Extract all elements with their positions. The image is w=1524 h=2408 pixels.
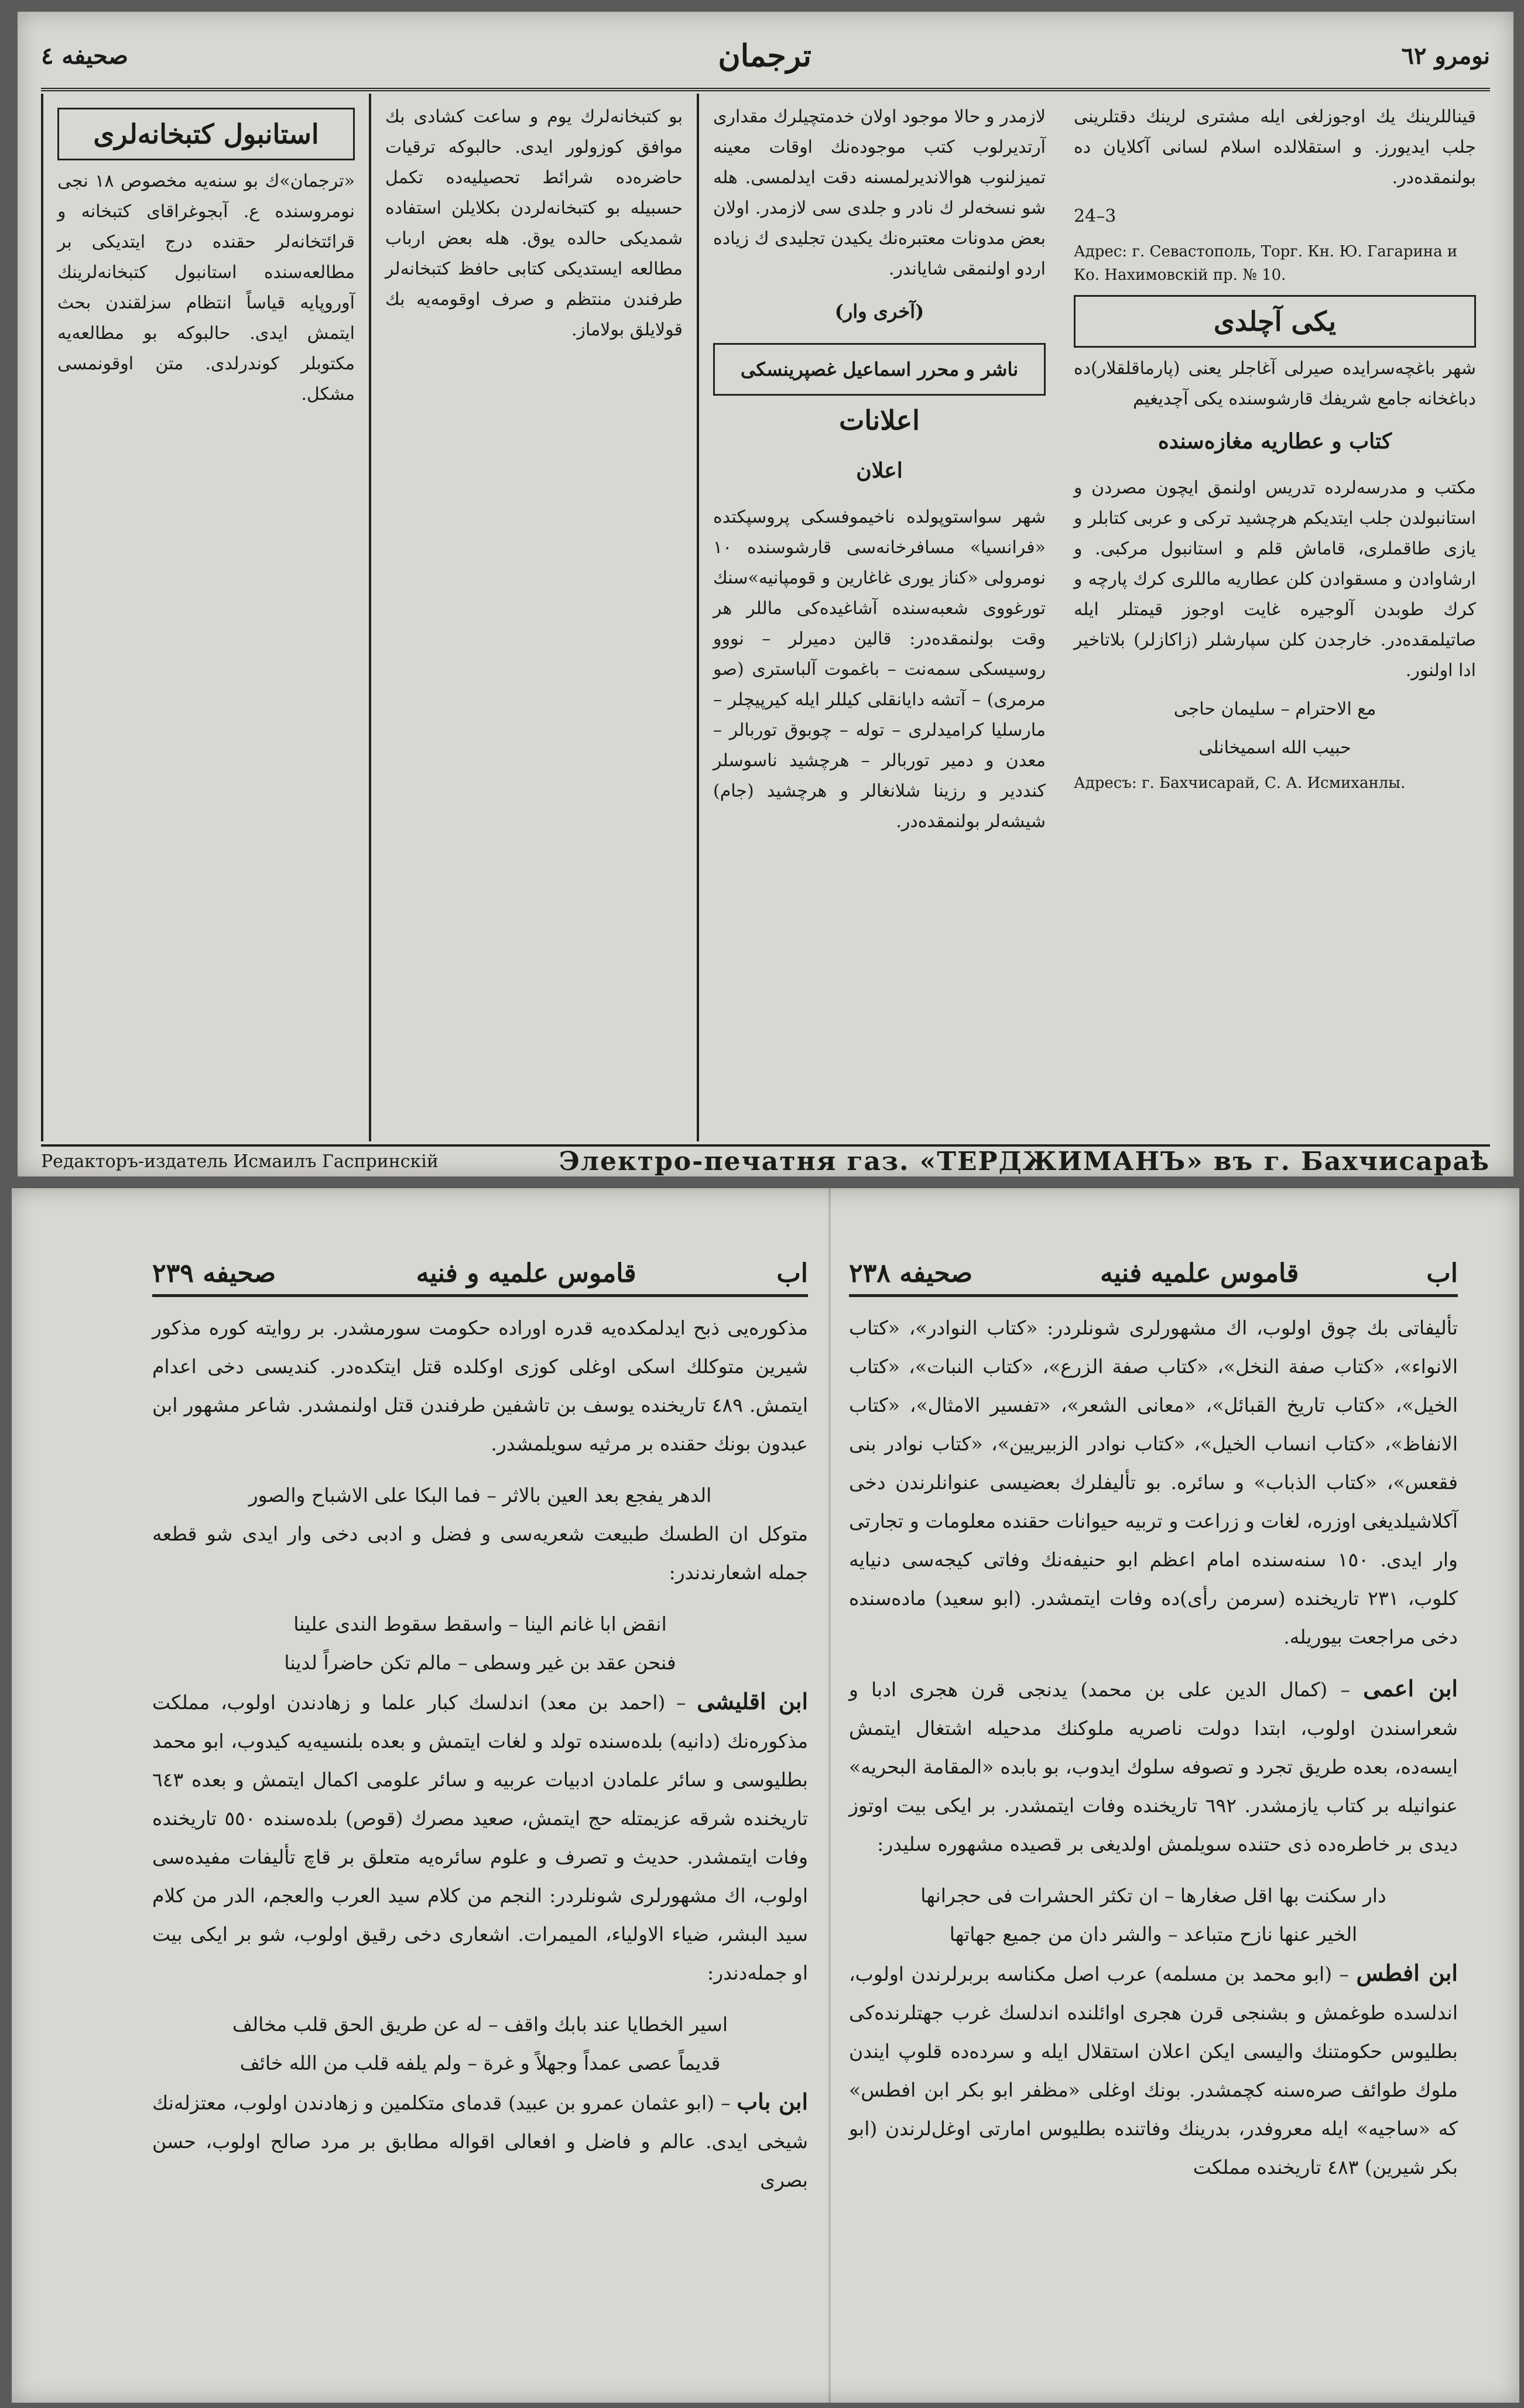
entry-heading: ابن اقلیشی — [697, 1688, 808, 1714]
ad-body: شهر سواستوپولده ناخیموفسکی پروسپکتده «فرانسیا» مسافرخانه‌سی قارشوسنده ١٠ نومرولی «کناز یوری غاغارین و قومپانیه»سنك تورغووی شعبه‌سنده آشاغیده‌کی ماللر هر وقت بولنمقده‌در: قالین دمیرلر – نووو روسیسکی سمه‌نت – باغموت آلباستری (صو مرمری) – آتشه دایانقلی کیللر ایله کیرپیچلر – مارسلیا کرامیدلری – توله – چوبوق توربالر – معدن و دمیر توربالر – هرچشید ناسوسلر کنددیر و رزینا شلانغالر و هرچشید (جام) شیشه‌لر بولنمقده‌در. — [713, 507, 1046, 832]
entry-heading: ابن افطس — [1356, 1960, 1458, 1986]
newspaper-header — [41, 23, 1490, 91]
article-body-end: لازمدر و حالا موجود اولان خدمتچیلرك مقداری آرتدیرلوب کتب موجوده‌نك اوقات معینه تمیزلنوب هوالاندیرلمسنه دقت ایدلمسی. هله شو نسخه‌لر ك نادر و جلدی سی لازمدر. اولان بعض مدونات معتبره‌نك یکیدن تجلیدی ك زیاده اردو اولنمقی شایاندر. — [713, 107, 1046, 279]
shop-title: کتاب و عطاریه مغازه‌سنده — [1157, 429, 1392, 454]
newspaper-columns — [41, 94, 1490, 1141]
entry-heading: ابن باب — [737, 2088, 808, 2115]
verse: الخیر عنها نازح متباعد – والشر دان من جمیع جهاتها — [949, 1923, 1358, 1946]
column-shop-ads — [1060, 94, 1490, 1141]
encyclopedia-spread — [12, 1188, 1519, 2403]
page-body-238: تألیفاتی بك چوق اولوب، اك مشهورلری شونلردر: «کتاب النوادر»، «کتاب الانواء»، «کتاب صفة النخل»، «کتاب صفة الزرع»، «کتاب النبات»، «کتاب الخیل»، «کتاب تاریخ القبائل»، «معانی الشعر»، «تفسیر الامثال»، «کتاب الانفاظ»، «کتاب انساب الخیل»، «کتاب نوادر الزبیریین»، «کتاب نوادر بنی فقعس»، «کتاب الذباب» و سائره. بو تألیفلرك بعضیسی عنوانلرندن دخی آکلاشیلدیغی اوزره، لغات و زراعت و تربیه حیوانات حقنده معلومات و تجارتی وار ایدی. ١٥٠ سنه‌سنده امام اعظم ابو حنیفه‌نك وفاتی کیجه‌سی دنیایه کلوب، ٢٣١ تاریخنده (سرمن رأی)ده وفات ایتمشدر. (ابو سعید) ماده‌سنده دخی مراجعت بیوریله. ابن اعمی – (کمال الدین علی بن محمد) یدنجی قرن هجری ادبا و شعراسندن اولوب، ابتدا دولت ناصریه ملوکنك مدحیله اشتغال ایتمش ایسه‌ده، بعده طریق تجرد و تصوفه سلوك ایدوب، بو بابده «المقامة البحریه» عنوانیله بر کتاب یازمشدر. ٦٩٢ تاریخنده وفات ایتمشدر. بر ایکی بیت اوتوز دیدی بر خاطره‌ده ذی حتنده سویلمش اولدیغی بر قصیده مشهوره سلیدر: دار سکنت بها اقل صغارها – ان تکثر الحشرات فی حجرانها الخیر عنها نازح متباعد – والشر دان من جمیع جهاتها ابن افطس – (ابو محمد بن مسلمه) عرب اصل مکناسه بربرلرندن اولوب، اندلسده طوغمش و بشنجی قرن هجری اوائلنده اندلسك غرب جهتلرنده‌کی بطلیوس حکومتنك والیسی ایکن اعلان استقلال ایله و سرده‌ده قلوپ ایندن ملوك طوائف صره‌سنه کچمشدر. بونك اوغلی «مظفر ابو بکر ابن افطس» که «ساجیه» ایله معروفدر، بدرینك وفاتنده بطلیوس امارتی اوغل‌لرندن (ابو بکر شیرین) ٤٨٣ تاریخنده مملکت — [849, 1309, 1458, 2187]
page-header-letters: اب — [1426, 1258, 1458, 1288]
column-ads — [697, 94, 1060, 1141]
footer-printer: Электро-печатня газ. «ТЕРДЖИМАНЪ» въ г. Бахчисараѣ — [559, 1146, 1490, 1176]
ad-title: اعلان — [856, 458, 903, 483]
article-title-libraries: استانبول کتبخانه‌لری — [57, 108, 355, 160]
new-opening-title: یکی آچلدی — [1074, 295, 1476, 348]
page-header-238 — [849, 1258, 1458, 1297]
ad-address-russian: Адрес: г. Севастополь, Торг. Кн. Ю. Гагарина и Ко. Нахимовскiй пр. № 10. — [1074, 243, 1458, 284]
shop-address-russian: Адресъ: г. Бахчисарай, С. А. Исмиханлы. — [1074, 774, 1406, 792]
verse: فنحن عقد بن غیر وسطی – مالم تکن حاضراً لدینا — [284, 1651, 676, 1674]
column-libraries — [41, 94, 369, 1141]
entry-body: (احمد بن معد) اندلسك كبار علما و زهادندن اولوب، مملکت مذکوره‌نك (دانیه) بلده‌سنده تولد و لغات ایتمش و بعده بلنسیه‌یه کیدوب، ابو محمد بطلیوسی و سائر علمادن ادبیات عربیه و سائر علومی اکمال ایتمش و بعده ٦٤٣ تاریخنده شرقه عزیمتله حج ایتمش، صعید مصرك (قوص) بلده‌سنده ٥٥٠ تاریخنده وفات ایتمشدر. حدیث و تصرف و علوم سائره‌یه متعلق بر قاچ تألیفات مفیده‌سی اولوب، اك مشهورلری شونلردر: النجم من کلام سید العرب والعجم، الدر من کلام سید البشر، ضیاء الاولیاء، المیمرات. اشعاری دخی رقیق اولوب، شو بر ایکی بیت او جمله‌دندر: — [152, 1691, 808, 1984]
verse: قدیماً عصی عمداً وجهلاً و غرة – ولم یلفه قلب من الله خائف — [239, 2052, 721, 2074]
ad-date: 3–24 — [1074, 206, 1117, 227]
verse: اسیر الخطایا عند بابك واقف – له عن طریق الحق قلب مخالف — [232, 2013, 728, 2036]
article-body-libraries-cont: بو کتبخانه‌لرك یوم و ساعت کشادی بك موافق کوزولور ایدی. حالبوکه ترقیات حاضره‌ده شرائط تحصیلیه‌ده تکمل حسبیله بو کتبخانه‌لردن بكلایلن استفاده شمدیکی حالده یوق. هله بعض ارباب مطالعه ایستدیکی کتابی حافظ کتبخانه‌لر طرفندن منتظم و صرف اوقومه‌یه بك قولایلق بولاماز. — [385, 107, 683, 340]
shop-regards: مع الاحترام – سلیمان حاجی — [1173, 699, 1376, 719]
page-header-letters: اب — [776, 1258, 808, 1288]
page-header-239 — [152, 1258, 808, 1297]
header-issue-number: نومرو ٦٢ — [1401, 42, 1490, 70]
newspaper-page — [18, 12, 1513, 1176]
page-header-title: قاموس علمیه و فنیه — [416, 1258, 636, 1288]
footer-editor: Редакторъ-издатель Исмаилъ Гаспринскiй — [41, 1151, 439, 1172]
ads-heading: اعلانات — [839, 404, 920, 436]
to-be-continued: (آخری وار) — [834, 300, 924, 323]
entry-body: (ابو عثمان عمرو بن عبید) قدمای متکلمین و زهادندن اولوب، معتزله‌نك شیخی ایدی. عالم و فاضل و افعالی اقواله مطابق بر مرد صالح اولوب، حسن بصری — [152, 2091, 808, 2191]
article-body-libraries: «ترجمان»ك بو سنه‌یه مخصوص ١٨ نجی نومروسنده ع. آبجوغراقای کتبخانه و قرائتخانه‌لر حقنده درج ایتدیکی بر مطالعه‌سنده استانبول کتبخانه‌لرینك آوروپایه قیاساً انتظام سزلقندن بحث ایتمش ایدی. حالبوکه بو مطالعه‌یه مکتوبلر کوندرلدی. متن اوقونمسی مشکل. — [57, 171, 355, 404]
paragraph: مذکوره‌یی ذبح ایدلمکده‌یه قدره اوراده حکومت سورمشدر. بر روایته کوره مذکور شیرین متوکلك اسکی اوغلی کوزی اوکلده قتل ایتکده‌در. کندیسی دخی اعدام ایتمش. ٤٨٩ تاریخنده یوسف بن تاشفین طرفندن قتل اولنمشدر. شاعر مشهور ابن عبدون بونك حقنده بر مرثیه سویلمشدر. — [152, 1316, 808, 1455]
header-masthead: ترجمان — [718, 37, 811, 74]
newspaper-footer — [41, 1144, 1490, 1176]
shop-body: مکتب و مدرسه‌لرده تدریس اولنمق ایچون مصردن و استانبولدن جلب ایتدیکم هرچشید ترکی و عربی کتابلر و یازی طاقملری، قاماش قلم و استانبول مرکبی. و ارشاوادن و مسقوادن کلن عطاریه ماللری کرك پارچه و کرك طوبدن آلوجیره غایت اوجوز قیمتلر ایله صاتیلمقده‌در. خارجدن کلن سپارشلر (زاکازلر) بلاتاخیر ادا اولنور. — [1074, 478, 1476, 681]
entry-heading: ابن اعمی — [1363, 1675, 1458, 1702]
verse: دار سکنت بها اقل صغارها – ان تکثر الحشرات فی حجرانها — [920, 1884, 1386, 1907]
publisher-line: ناشر و محرر اسماعیل غصپرینسکی — [713, 343, 1046, 396]
page-header-title: قاموس علمیه فنیه — [1100, 1258, 1299, 1288]
shop-owner-name: حبیب الله اسمیخانلی — [1198, 738, 1351, 758]
new-opening-body: شهر باغچه‌سرایده صیرلی آغاجلر یعنی (پارماقلقلار)ده دباغخانه جامع شریفك قارشوسنده یکی آچدیغیم — [1074, 358, 1476, 409]
shop-ad-intro: قیناللرینك یك اوجوزلغی ایله مشتری لرینك دقتلرینی جلب ایدیورز. و استقلالده اسلام لسانی آکلایان ده بولنمقده‌در. — [1074, 107, 1476, 188]
column-libraries-cont — [369, 94, 697, 1141]
book-spine — [828, 1188, 831, 2403]
verse: انقض ابا غانم الینا – واسقط سقوط الندی علینا — [293, 1613, 667, 1635]
header-page-number: صحیفه ٤ — [41, 42, 128, 70]
page-header-number: صحیفه ٢٣٩ — [152, 1258, 276, 1288]
encyclopedia-page-238 — [837, 1253, 1470, 2379]
encyclopedia-page-239 — [141, 1253, 820, 2379]
paragraph: متوکل ان الطسك طبیعت شعریه‌سی و فضل و ادبی دخی وار ایدی شو قطعه جمله اشعارندندر: — [152, 1522, 808, 1584]
paragraph: تألیفاتی بك چوق اولوب، اك مشهورلری شونلردر: «کتاب النوادر»، «کتاب الانواء»، «کتاب صفة النخل»، «کتاب صفة الزرع»، «کتاب النبات»، «کتاب الخیل»، «کتاب تاریخ القبائل»، «معانی الشعر»، «تفسیر الامثال»، «کتاب الانفاظ»، «کتاب انساب الخیل»، «کتاب نوادر الزبیریین»، «کتاب نوادر بنی فقعس»، «کتاب الذباب» و سائره. بو تألیفلرك بعضیسی عنوانلرندن دخی آکلاشیلدیغی اوزره، لغات و زراعت و تربیه حیوانات حقنده معلومات و تجارتی وار ایدی. ١٥٠ سنه‌سنده امام اعظم ابو حنیفه‌نك وفاتی کیجه‌سی دنیایه کلوب، ٢٣١ تاریخنده (سرمن رأی)ده وفات ایتمشدر. (ابو سعید) ماده‌سنده دخی مراجعت بیوریله. — [849, 1316, 1458, 1648]
entry-body: (کمال الدین علی بن محمد) یدنجی قرن هجری ادبا و شعراسندن اولوب، ابتدا دولت ناصریه ملوکنك مدحیله اشتغال ایتمش ایسه‌ده، بعده طریق تجرد و تصوفه سلوك ایدوب، بو بابده «المقامة البحریه» عنوانیله بر کتاب یازمشدر. ٦٩٢ تاریخنده وفات ایتمشدر. بر ایکی بیت اوتوز دیدی بر خاطره‌ده ذی حتنده سویلمش اولدیغی بر قصیده مشهوره سلیدر: — [849, 1678, 1458, 1855]
entry-body: (ابو محمد بن مسلمه) عرب اصل مکناسه بربرلرندن اولوب، اندلسده طوغمش و بشنجی قرن هجری اوائلنده اندلسك غرب جهتلرنده‌کی بطلیوس حکومتنك والیسی ایکن اعلان استقلال ایله و سرده‌ده قلوپ ایندن ملوك طوائف صره‌سنه کچمشدر. بونك اوغلی «مظفر ابو بکر ابن افطس» که «ساجیه» ایله معروفدر، بدرینك وفاتنده بطلیوس امارتی اوغل‌لرندن (ابو بکر شیرین) ٤٨٣ تاریخنده مملکت — [849, 1963, 1458, 2179]
verse: الدهر یفجع بعد العین بالاثر – فما البکا علی الاشباح والصور — [248, 1484, 712, 1507]
page-header-number: صحیفه ٢٣٨ — [849, 1258, 973, 1288]
page-body-239: مذکوره‌یی ذبح ایدلمکده‌یه قدره اوراده حکومت سورمشدر. بر روایته کوره مذکور شیرین متوکلك اسکی اوغلی کوزی اوکلده قتل ایتکده‌در. کندیسی دخی اعدام ایتمش. ٤٨٩ تاریخنده یوسف بن تاشفین طرفندن قتل اولنمشدر. شاعر مشهور ابن عبدون بونك حقنده بر مرثیه سویلمشدر. الدهر یفجع بعد العین بالاثر – فما البکا علی الاشباح والصور متوکل ان الطسك طبیعت شعریه‌سی و فضل و ادبی دخی وار ایدی شو قطعه جمله اشعارندندر: انقض ابا غانم الینا – واسقط سقوط الندی علینا فنحن عقد بن غیر وسطی – مالم تکن حاضراً لدینا ابن اقلیشی – (احمد بن معد) اندلسك كبار علما و زهادندن اولوب، مملکت مذکوره‌نك (دانیه) بلده‌سنده تولد و لغات ایتمش و بعده بلنسیه‌یه کیدوب، ابو محمد بطلیوسی و سائر علمادن ادبیات عربیه و سائر علومی اکمال ایتمش و بعده ٦٤٣ تاریخنده شرقه عزیمتله حج ایتمش، صعید مصرك (قوص) بلده‌سنده ٥٥٠ تاریخنده وفات ایتمشدر. حدیث و تصرف و علوم سائره‌یه متعلق بر قاچ تألیفات مفیده‌سی اولوب، اك مشهورلری شونلردر: النجم من کلام سید العرب والعجم، الدر من کلام سید البشر، ضیاء الاولیاء، المیمرات. اشعاری دخی رقیق اولوب، شو بر ایکی بیت او جمله‌دندر: اسیر الخطایا عند بابك واقف – له عن طریق الحق قلب مخالف قدیماً عصی عمداً وجهلاً و غرة – ولم یلفه قلب من الله خائف ابن باب – (ابو عثمان عمرو بن عبید) قدمای متکلمین و زهادندن اولوب، معتزله‌نك شیخی ایدی. عالم و فاضل و افعالی اقواله مطابق بر مرد صالح اولوب، حسن بصری — [152, 1309, 808, 2200]
